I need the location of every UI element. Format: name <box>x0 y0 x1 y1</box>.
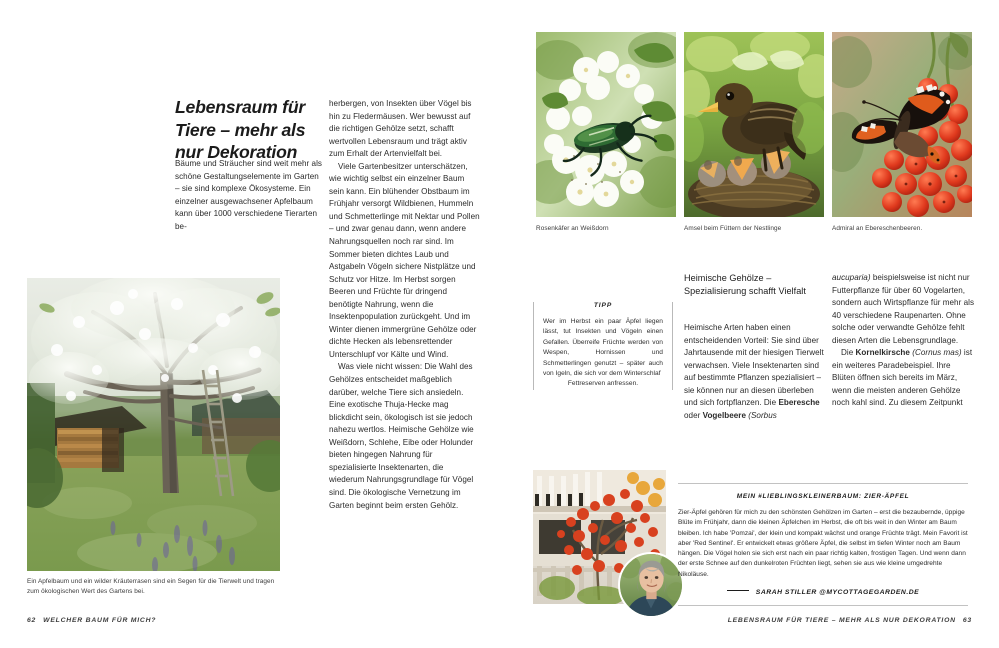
page-title: Lebensraum für Tiere – mehr als nur Dekoration <box>175 97 306 162</box>
paragraph <box>684 322 827 422</box>
photo-blackbird-art <box>684 32 824 217</box>
photo-blackbird <box>684 32 824 217</box>
photo-beetle-art <box>536 32 676 217</box>
body-column-1 <box>175 158 323 233</box>
paragraph: herbergen, von Insekten über Vögel bis hin zu Fledermäusen. Wer bewusst auf die richtigen Gehölze setzt, schafft wertvollen Lebensraum und trägt aktiv zum Erhalt der Artenvielfalt bei. <box>329 99 472 159</box>
folio-right-number: 63 <box>962 617 972 624</box>
photo-orchard-art <box>27 278 280 571</box>
photo-orchard <box>27 278 280 571</box>
avatar <box>618 552 684 618</box>
body-column-2 <box>329 98 480 512</box>
photo-admiral-art <box>832 32 972 217</box>
tipp-title: TIPP <box>593 302 613 309</box>
caption-blackbird: Amsel beim Füttern der Nestlinge <box>684 225 782 232</box>
body-column-3 <box>684 322 827 422</box>
paragraph <box>832 272 975 347</box>
col4-text-a: beispielsweise ist nicht nur Futterpflanze für über 60 Vogelarten, sondern auch Wirtspflanze für mehr als 40 verschiedene Raupenarten. Ohne solche oder verwandte Gehölze fehlt diesen Arten die Lebensgrundlage. <box>832 273 975 345</box>
col4-lead: Die <box>841 348 856 358</box>
paragraph: Was viele nicht wissen: Die Wahl des Gehölzes entscheidet maßgeblich darüber, welche Tiere sich ansiedeln. Eine exotische Thuja-Hecke mag blickdicht sein, ökologisch ist sie jedoch nahezu wertlos. Heimische Gehölze wie Weißdorn, Schlehe, Eibe oder Holunder bieten hingegen Nahrung für spezialisierte Insektenarten, die wiederum Nahrungsgrundlage für Vögel sind. Die ökologische Vernetzung im Garten beginnt beim ersten Gehölz. <box>329 362 474 510</box>
paragraph: Bäume und Sträucher sind weit mehr als schöne Gestaltungselemente im Garten – sie sind komplexe Ökosysteme. Ein einzelner ausgewachsener Apfelbaum kann über 1000 verschiedene Tierarten be- <box>175 159 322 231</box>
col3-conj: oder <box>684 410 703 420</box>
term-kornelkirsche: Kornelkirsche <box>855 348 910 358</box>
author-name: SARAH STILLER @MYCOTTAGEGARDEN.DE <box>755 589 920 597</box>
folio-right-text: LEBENSRAUM FÜR TIERE – MEHR ALS NUR DEKORATION <box>727 617 956 624</box>
tipp-box <box>533 302 673 390</box>
paragraph: Viele Gartenbesitzer unterschätzen, wie wichtig selbst ein einzelner Baum sein kann. Ein blühender Obstbaum im Frühjahr versorgt Wildbienen, Hummeln und Schmetterlinge mit Nektar und Pollen – und zwar genau dann, wenn andere Nahrungsquellen noch rar sind. Im Sommer bieten dichtes Laub und Astgabeln Vögeln sichere Nistplätze und Schutz vor Hitze. Im Herbst sorgen Beeren und Früchte für dringend benötigte Nahrung, wenn die Insektenpopulation zurückgeht. Und im Winter dienen immergrüne Gehölze oder dichte Hecken als lebensrettender Unterschlupf vor Kälte und Wind. <box>329 161 480 359</box>
caption-beetle: Rosenkäfer an Weißdorn <box>536 225 609 232</box>
folio-left-number: 62 <box>27 617 37 624</box>
folio-left-text: WELCHER BAUM FÜR MICH? <box>43 617 157 624</box>
col3-text: Heimische Arten haben einen entscheidenden Vorteil: Sie sind über Jahrtausende mit der hiesigen Tierwelt verwachsen. Viele Insektenarten sind auf bestimmte Pflanzen spezialisiert – sie können nur an diesen überleben und sich fortpflanzen. Die <box>684 323 824 408</box>
term-vogelbeere: Vogelbeere <box>702 410 746 420</box>
tipp-body <box>543 317 663 390</box>
tipp-body-text: Wer im Herbst ein paar Äpfel liegen lässt, tut Insekten und Vögeln einen Gefallen. Überreife Früchte werden von Wespen, Hornissen und Schmetterlingen genutzt – später auch von Igeln, die sich vor dem Winterschlaf <box>543 318 663 378</box>
latin-name-aucuparia: aucuparia) <box>832 273 871 282</box>
latin-name-cornus-mas: (Cornus mas) <box>909 348 962 358</box>
folio-left <box>27 617 156 624</box>
author-signature <box>678 589 968 596</box>
col4-text-b: ist ein weiteres Paradebeispiel. Ihre Blüten öffnen sich bereits im März, wenn die meisten anderen Gehölze noch kahl sind. Zu diesem Zeitpunkt <box>832 348 973 408</box>
folio-right <box>728 617 972 624</box>
caption-admiral: Admiral an Ebereschenbeeren. <box>832 225 923 232</box>
latin-name-sorbus: (Sorbus <box>745 410 777 420</box>
author-quote-box <box>678 483 968 606</box>
photo-admiral <box>832 32 972 217</box>
author-box-title: MEIN #LIEBLINGSKLEINERBAUM: ZIER-ÄPFEL <box>736 493 910 500</box>
signature-rule <box>727 590 749 591</box>
paragraph <box>832 347 975 410</box>
caption-orchard: Ein Apfelbaum und ein wilder Kräuterrasen sind ein Segen für die Tierwelt und tragen zum ökologischen Wert des Gartens bei. <box>27 578 275 595</box>
section-heading: Heimische Gehölze – Spezialisierung schafft Vielfalt <box>684 273 806 296</box>
tipp-body-last: Fettreserven anfressen. <box>567 380 639 388</box>
term-eberesche: Eberesche <box>778 398 820 408</box>
photo-beetle <box>536 32 676 217</box>
author-box-body: Zier-Äpfel gehören für mich zu den schönsten Gehölzen im Garten – erst die bezaubernde, üppige Blüte im Frühjahr, dann die kleinen Äpfelchen im Herbst, die oft bis weit in den Winter am Baum bleiben. Ich habe 'Pomzai', der klein und kompakt wächst und orange Früchte trägt. Mein Favorit ist aber 'Red Sentinel'. Er entwickelt etwas größere Äpfel, die selbst im tiefen Winter noch am Baum hängen. Die Vögel holen sie sich erst nach ein paar richtig kalten, frostigen Tagen. Und wenn dann der erste Schnee auf den dunkelroten Früchten liegt, sehen sie aus wie kleine umgedrehte Nikoläuse. <box>678 509 968 578</box>
avatar-art <box>620 554 682 616</box>
body-column-4 <box>832 272 975 410</box>
